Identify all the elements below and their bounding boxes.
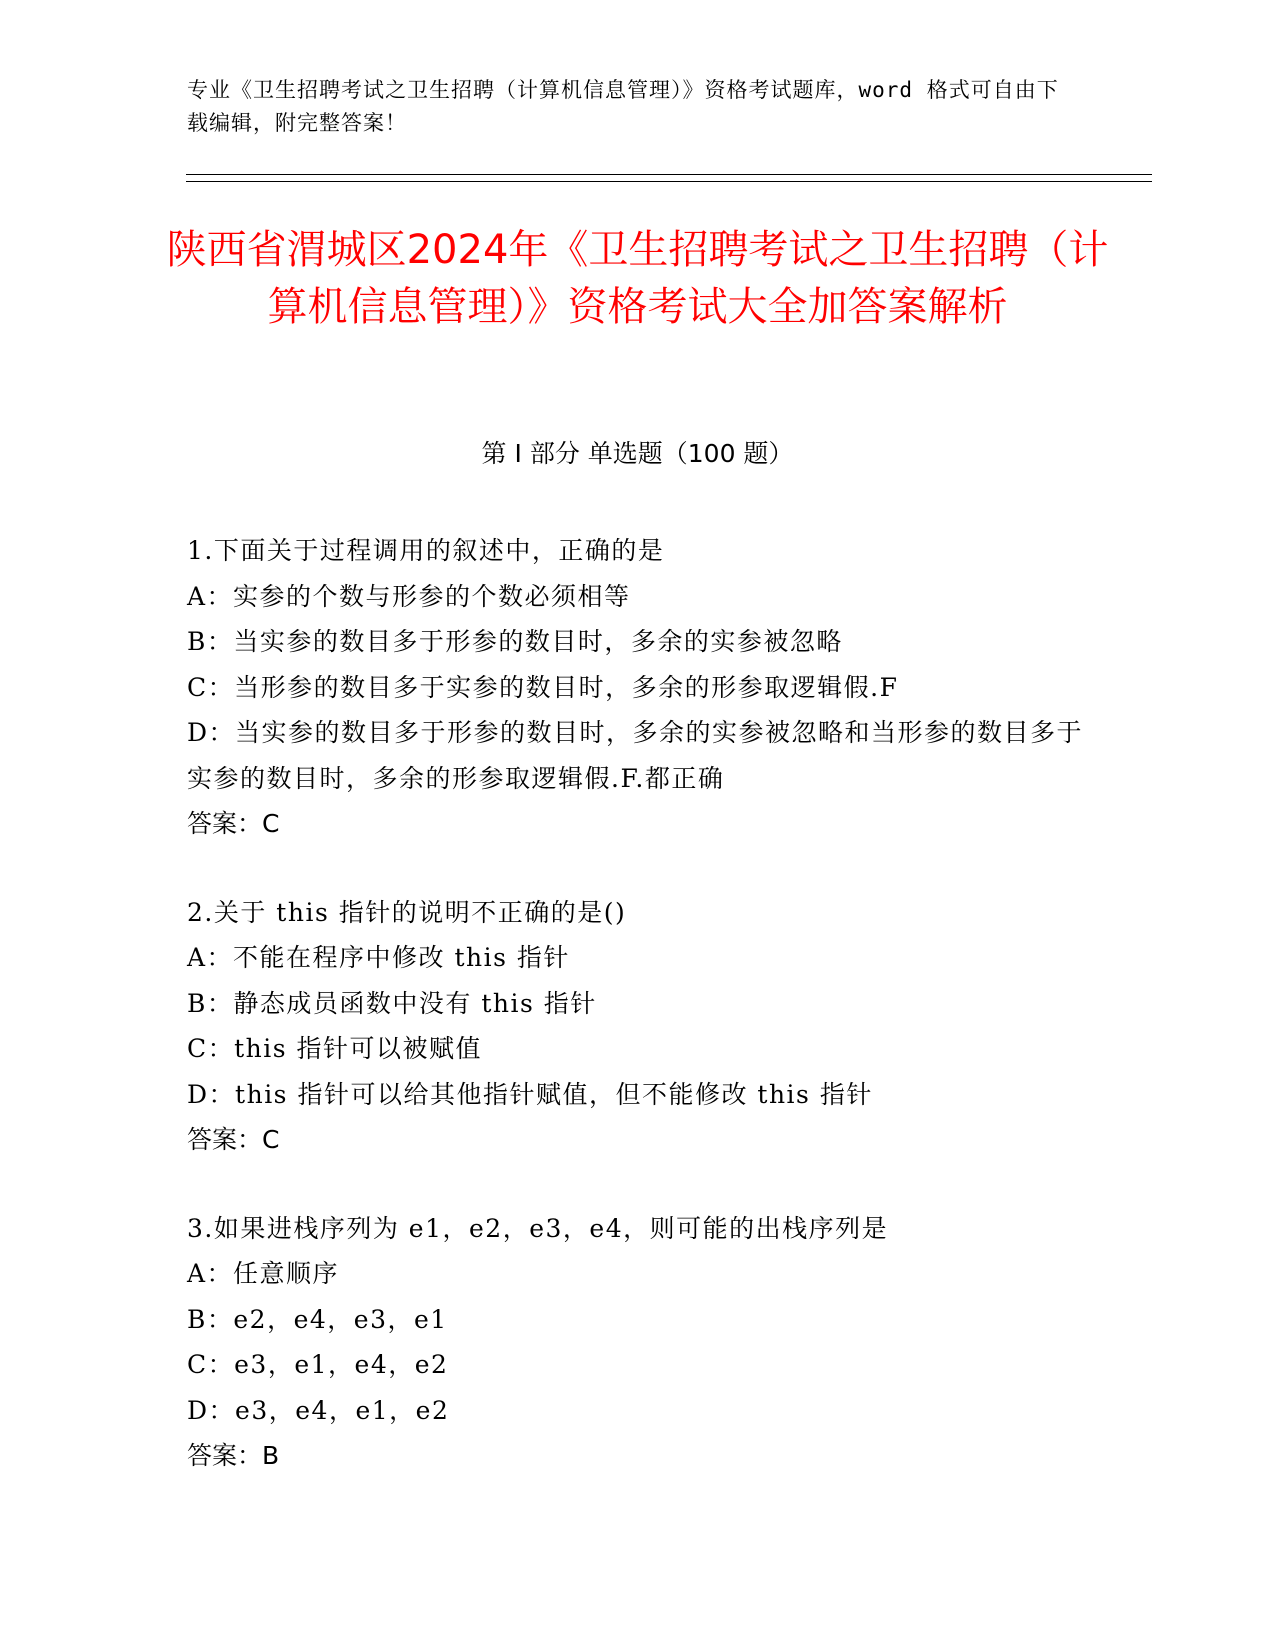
answer-line: 答案：C: [187, 809, 280, 838]
option-d: D：e3，e4，e1，e2: [187, 1395, 450, 1425]
document-title: 陕西省渭城区2024年《卫生招聘考试之卫生招聘（计算机信息管理）》资格考试大全加答案解析: [166, 227, 1109, 330]
option-b: B：当实参的数目多于形参的数目时，多余的实参被忽略: [187, 627, 843, 656]
option-a: A：任意顺序: [187, 1259, 340, 1288]
question-1: [187, 528, 1087, 847]
question-stem: 3.如果进栈序列为 e1，e2，e3，e4，则可能的出栈序列是: [187, 1213, 889, 1243]
option-c: C：this 指针可以被赋值: [187, 1034, 483, 1063]
answer-line: 答案：B: [187, 1441, 280, 1470]
section-title: 第 I 部分 单选题（100 题）: [481, 439, 794, 468]
question-stem: 2.关于 this 指针的说明不正确的是(): [187, 897, 627, 927]
question-list: [187, 528, 1087, 1522]
question-2: [187, 890, 1087, 1163]
option-b: B：e2，e4，e3，e1: [187, 1304, 448, 1334]
question-3: [187, 1206, 1087, 1479]
header-divider-bottom: [186, 181, 1152, 182]
option-d: D：this 指针可以给其他指针赋值，但不能修改 this 指针: [187, 1079, 873, 1109]
header-divider-top: [186, 174, 1152, 175]
option-a: A：实参的个数与形参的个数必须相等: [187, 581, 631, 611]
question-stem: 1.下面关于过程调用的叙述中，正确的是: [187, 536, 665, 565]
header-note: 专业《卫生招聘考试之卫生招聘（计算机信息管理）》资格考试题库，word 格式可自由下载编辑，附完整答案！: [187, 78, 1059, 135]
option-c: C：e3，e1，e4，e2: [187, 1350, 449, 1379]
option-d: D：当实参的数目多于形参的数目时，多余的实参被忽略和当形参的数目多于实参的数目时，多余的形参取逻辑假.F.都正确: [187, 718, 1084, 793]
option-a: A：不能在程序中修改 this 指针: [187, 943, 570, 972]
option-c: C：当形参的数目多于实参的数目时，多余的形参取逻辑假.F: [187, 672, 899, 702]
answer-line: 答案：C: [187, 1125, 280, 1154]
option-b: B：静态成员函数中没有 this 指针: [187, 988, 597, 1018]
